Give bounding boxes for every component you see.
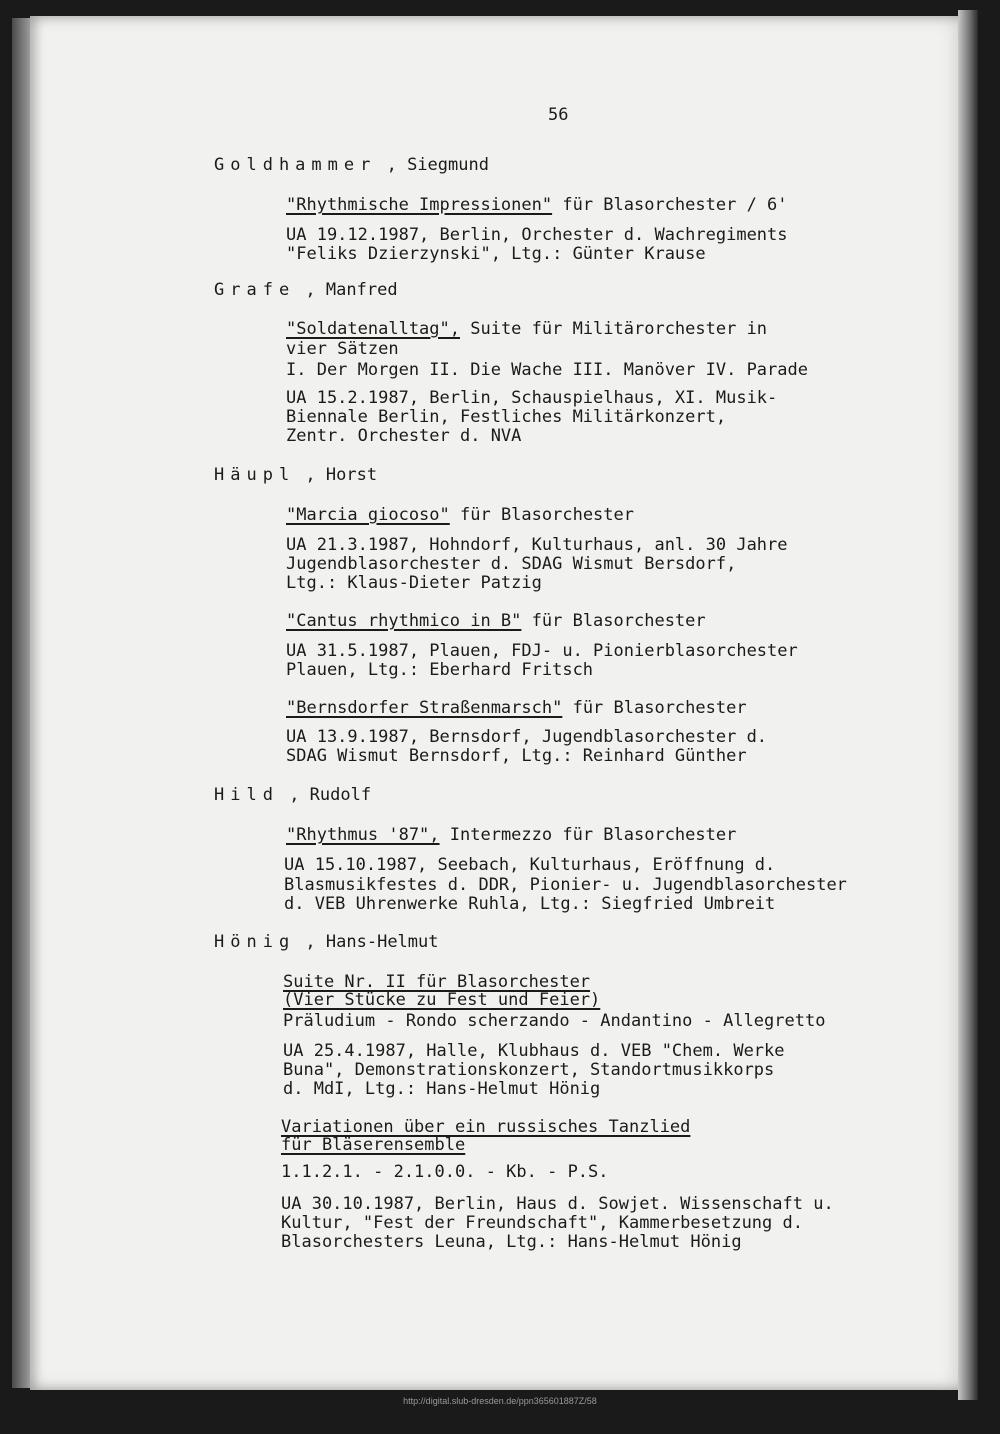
movements-line: Präludium - Rondo scherzando - Andantino - Allegretto bbox=[283, 1011, 826, 1031]
work-title bbox=[286, 699, 747, 718]
work-title-underlined: für Bläserensemble bbox=[281, 1135, 466, 1155]
work-title-line2 bbox=[281, 1136, 465, 1155]
composer-firstname: Siegmund bbox=[407, 155, 489, 175]
premiere-line: Plauen, Ltg.: Eberhard Fritsch bbox=[286, 660, 594, 680]
work-title-underlined: Variationen über ein russisches Tanzlied bbox=[281, 1117, 691, 1137]
premiere-line: Blasorchesters Leuna, Ltg.: Hans-Helmut Hönig bbox=[281, 1232, 742, 1252]
work-title bbox=[286, 612, 706, 631]
work-title-underlined: "Bernsdorfer Straßenmarsch" bbox=[286, 698, 563, 718]
work-title-underlined: "Rhythmische Impressionen" bbox=[286, 195, 553, 215]
composer-firstname: Rudolf bbox=[309, 785, 372, 805]
work-title-underlined: Suite Nr. II für Blasorchester bbox=[283, 972, 591, 992]
premiere-line: UA 15.2.1987, Berlin, Schauspielhaus, XI. Musik- bbox=[286, 388, 778, 408]
premiere-line: UA 15.10.1987, Seebach, Kulturhaus, Eröffnung d. bbox=[284, 855, 776, 875]
premiere-line: UA 30.10.1987, Berlin, Haus d. Sowjet. Wissenschaft u. bbox=[281, 1194, 834, 1214]
composer-firstname: Manfred bbox=[325, 280, 398, 300]
premiere-line: SDAG Wismut Bernsdorf, Ltg.: Reinhard Günther bbox=[286, 746, 747, 766]
composer-heading: Grafe , Manfred bbox=[214, 280, 398, 300]
work-title-suffix: für Blasorchester bbox=[562, 698, 747, 718]
premiere-line: UA 31.5.1987, Plauen, FDJ- u. Pionierblasorchester bbox=[286, 641, 798, 661]
premiere-line: Buna", Demonstrationskonzert, Standortmusikkorps bbox=[283, 1060, 775, 1080]
source-url-watermark: http://digital.slub-dresden.de/ppn365601887Z/58 bbox=[403, 1396, 597, 1406]
work-title-underlined: "Marcia giocoso" bbox=[286, 505, 450, 525]
composer-heading: Goldhammer , Siegmund bbox=[214, 155, 489, 175]
composer-surname: Häupl bbox=[214, 465, 296, 485]
composer-heading: Hild , Rudolf bbox=[214, 785, 372, 805]
work-title-suffix: für Blasorchester / 6' bbox=[552, 195, 788, 215]
premiere-line: Jugendblasorchester d. SDAG Wismut Bersdorf, bbox=[286, 554, 737, 574]
composer-surname: Hönig bbox=[214, 932, 296, 952]
work-title-underlined: (Vier Stücke zu Fest und Feier) bbox=[283, 990, 601, 1010]
work-title bbox=[286, 196, 788, 215]
work-title bbox=[286, 826, 736, 845]
composer-surname: Grafe bbox=[214, 280, 296, 300]
work-title-suffix: für Blasorchester bbox=[521, 611, 706, 631]
premiere-line: d. VEB Uhrenwerke Ruhla, Ltg.: Siegfried Umbreit bbox=[284, 894, 776, 914]
page-number: 56 bbox=[548, 105, 569, 125]
premiere-line: Biennale Berlin, Festliches Militärkonzert, bbox=[286, 407, 727, 427]
movements-line: 1.1.2.1. - 2.1.0.0. - Kb. - P.S. bbox=[281, 1162, 609, 1182]
work-title-suffix: Suite für Militärorchester in bbox=[460, 319, 768, 339]
work-title-underlined: "Rhythmus '87", bbox=[286, 825, 440, 845]
premiere-line: "Feliks Dzierzynski", Ltg.: Günter Krause bbox=[286, 244, 706, 264]
premiere-line: Kultur, "Fest der Freundschaft", Kammerbesetzung d. bbox=[281, 1213, 803, 1233]
premiere-line: UA 21.3.1987, Hohndorf, Kulturhaus, anl. 30 Jahre bbox=[286, 535, 788, 555]
premiere-line: Zentr. Orchester d. NVA bbox=[286, 426, 522, 446]
premiere-line: d. MdI, Ltg.: Hans-Helmut Hönig bbox=[283, 1079, 601, 1099]
work-title-underlined: "Soldatenalltag", bbox=[286, 319, 460, 339]
premiere-line: UA 25.4.1987, Halle, Klubhaus d. VEB "Chem. Werke bbox=[283, 1041, 785, 1061]
premiere-line: Blasmusikfestes d. DDR, Pionier- u. Jugendblasorchester bbox=[284, 875, 847, 895]
composer-firstname: Hans-Helmut bbox=[325, 932, 439, 952]
composer-firstname: Horst bbox=[325, 465, 378, 485]
work-title bbox=[286, 320, 767, 339]
composer-heading: Hönig , Hans-Helmut bbox=[214, 932, 439, 952]
premiere-line: UA 19.12.1987, Berlin, Orchester d. Wachregiments bbox=[286, 225, 788, 245]
composer-surname: Goldhammer bbox=[214, 155, 377, 175]
premiere-line: Ltg.: Klaus-Dieter Patzig bbox=[286, 573, 542, 593]
premiere-line: UA 13.9.1987, Bernsdorf, Jugendblasorchester d. bbox=[286, 727, 768, 747]
work-title-suffix: für Blasorchester bbox=[449, 505, 634, 525]
work-title-line2: vier Sätzen bbox=[286, 339, 399, 359]
work-title-underlined: "Cantus rhythmico in B" bbox=[286, 611, 522, 631]
work-title bbox=[286, 506, 634, 525]
movements-line: I. Der Morgen II. Die Wache III. Manöver IV. Parade bbox=[286, 360, 808, 380]
work-title-line2 bbox=[283, 991, 600, 1010]
work-title-suffix: Intermezzo für Blasorchester bbox=[439, 825, 737, 845]
composer-surname: Hild bbox=[214, 785, 279, 805]
composer-heading: Häupl , Horst bbox=[214, 465, 378, 485]
